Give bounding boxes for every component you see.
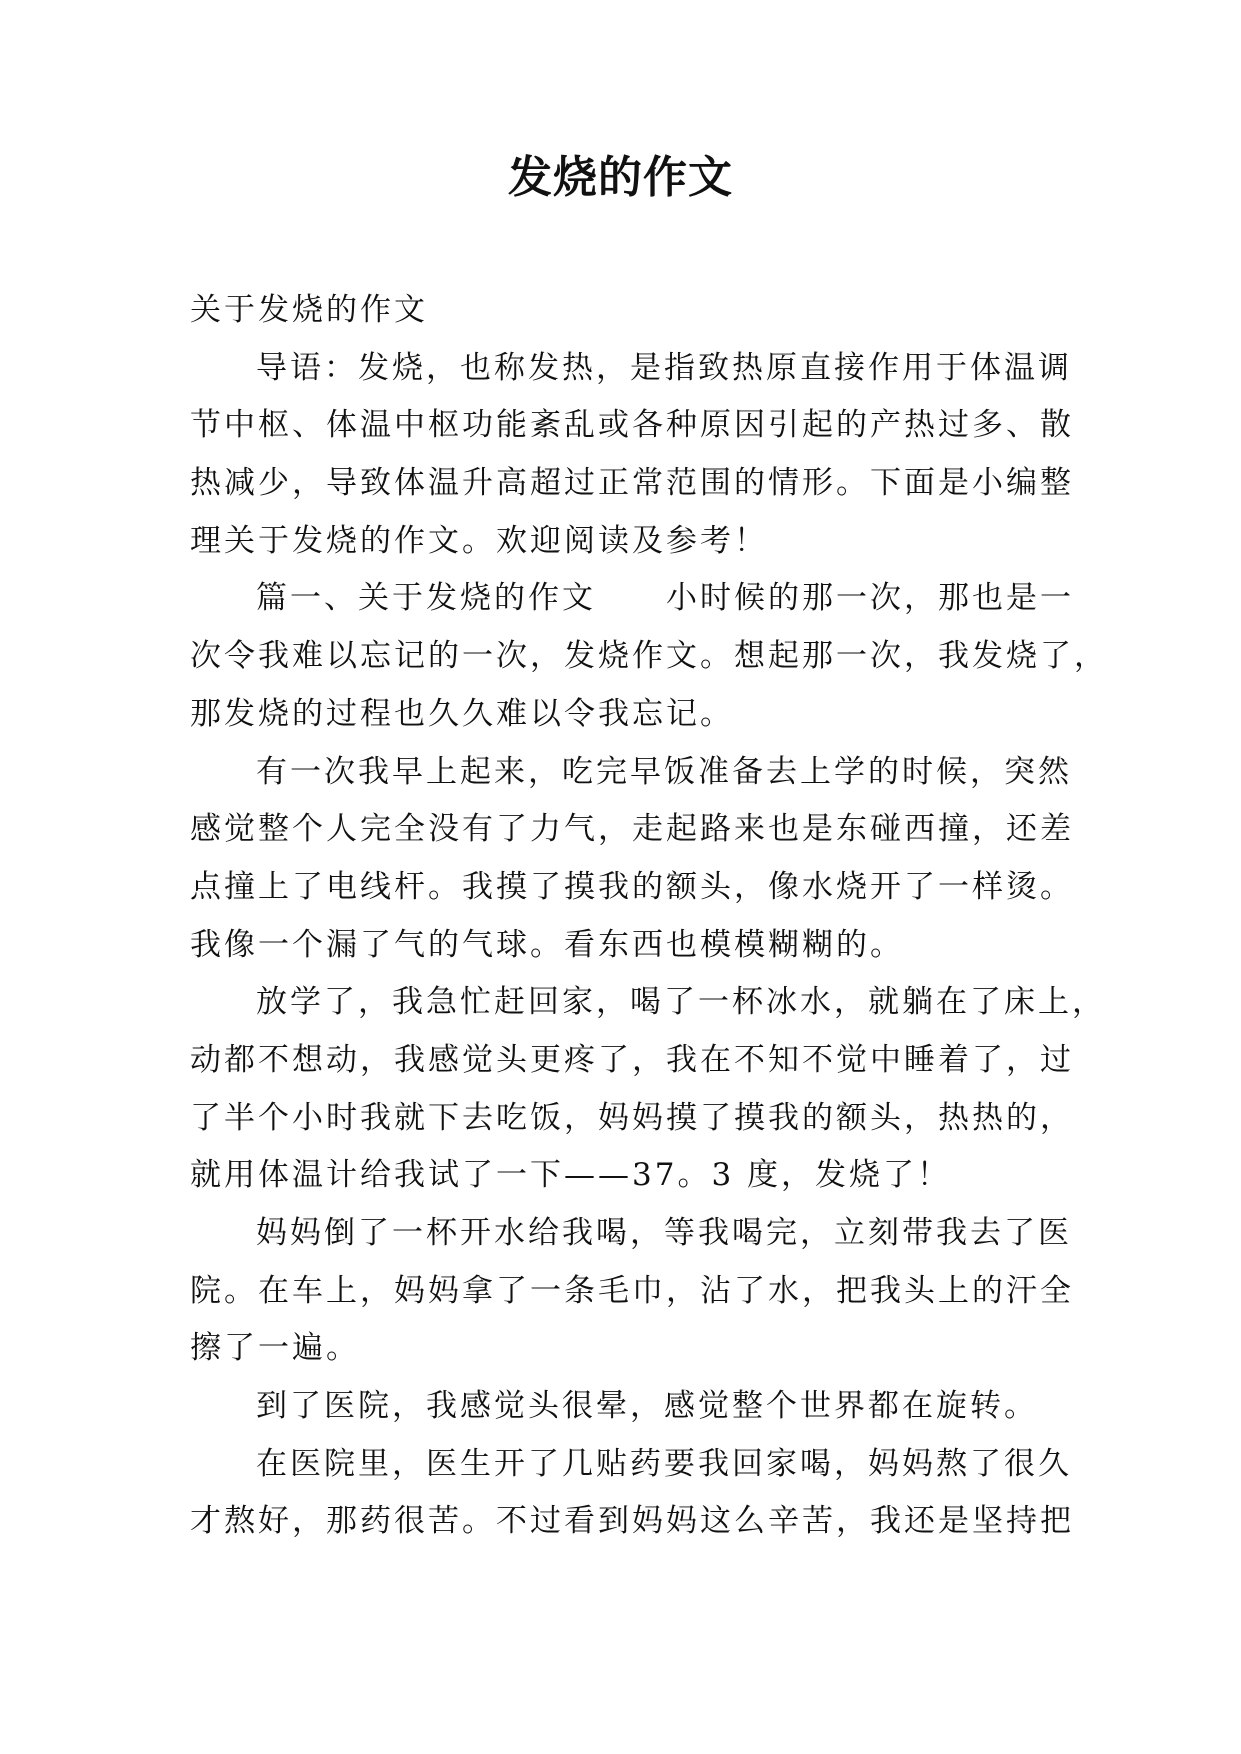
paragraph-line: 擦了一遍。 [190,1330,360,1367]
paragraph-line: 节中枢、体温中枢功能紊乱或各种原因引起的产热过多、散 [190,407,1074,444]
paragraph-line: 妈妈倒了一杯开水给我喝，等我喝完，立刻带我去了医 [256,1215,1072,1251]
paragraph-line: 点撞上了电线杆。我摸了摸我的额头，像水烧开了一样烫。 [190,868,1074,905]
paragraph-line: 理关于发烧的作文。欢迎阅读及参考！ [190,522,768,559]
paragraph-line: 导语：发烧，也称发热，是指致热原直接作用于体温调 [256,349,1072,386]
document-title: 发烧的作文 [508,152,733,203]
section-heading: 篇一、关于发烧的作文 [256,580,596,617]
paragraph-line: 才熬好，那药很苦。不过看到妈妈这么辛苦，我还是坚持把 [190,1503,1074,1540]
paragraph-line: 热减少，导致体温升高超过正常范围的情形。下面是小编整 [190,465,1074,502]
paragraph-line: 有一次我早上起来，吃完早饭准备去上学的时候，突然 [256,753,1072,790]
paragraph-line: 感觉整个人完全没有了力气，走起路来也是东碰西撞，还差 [190,811,1074,848]
paragraph-line: 放学了，我急忙赶回家，喝了一杯冰水，就躺在了床上， [256,984,1106,1021]
paragraph-text: 小时候的那一次，那也是一 [666,580,1074,617]
paragraph-line: 动都不想动，我感觉头更疼了，我在不知不觉中睡着了，过 [190,1041,1074,1078]
paragraph-line: 我像一个漏了气的气球。看东西也模模糊糊的。 [190,926,904,963]
paragraph-line [190,570,1074,628]
paragraph-line: 就用体温计给我试了一下——37。3 度，发烧了！ [190,1157,952,1194]
paragraph-line: 到了医院，我感觉头很晕，感觉整个世界都在旋转。 [256,1388,1038,1425]
paragraph-line: 院。在车上，妈妈拿了一条毛巾，沾了水，把我头上的汗全 [190,1272,1074,1309]
paragraph-line: 在医院里，医生开了几贴药要我回家喝，妈妈熬了很久 [256,1445,1072,1482]
paragraph-line: 次令我难以忘记的一次，发烧作文。想起那一次，我发烧了， [190,638,1108,675]
paragraph-line: 了半个小时我就下去吃饭，妈妈摸了摸我的额头，热热的， [190,1099,1074,1136]
document-body [190,282,1108,1551]
subtitle-line: 关于发烧的作文 [190,292,428,328]
paragraph-line: 那发烧的过程也久久难以令我忘记。 [190,695,734,732]
